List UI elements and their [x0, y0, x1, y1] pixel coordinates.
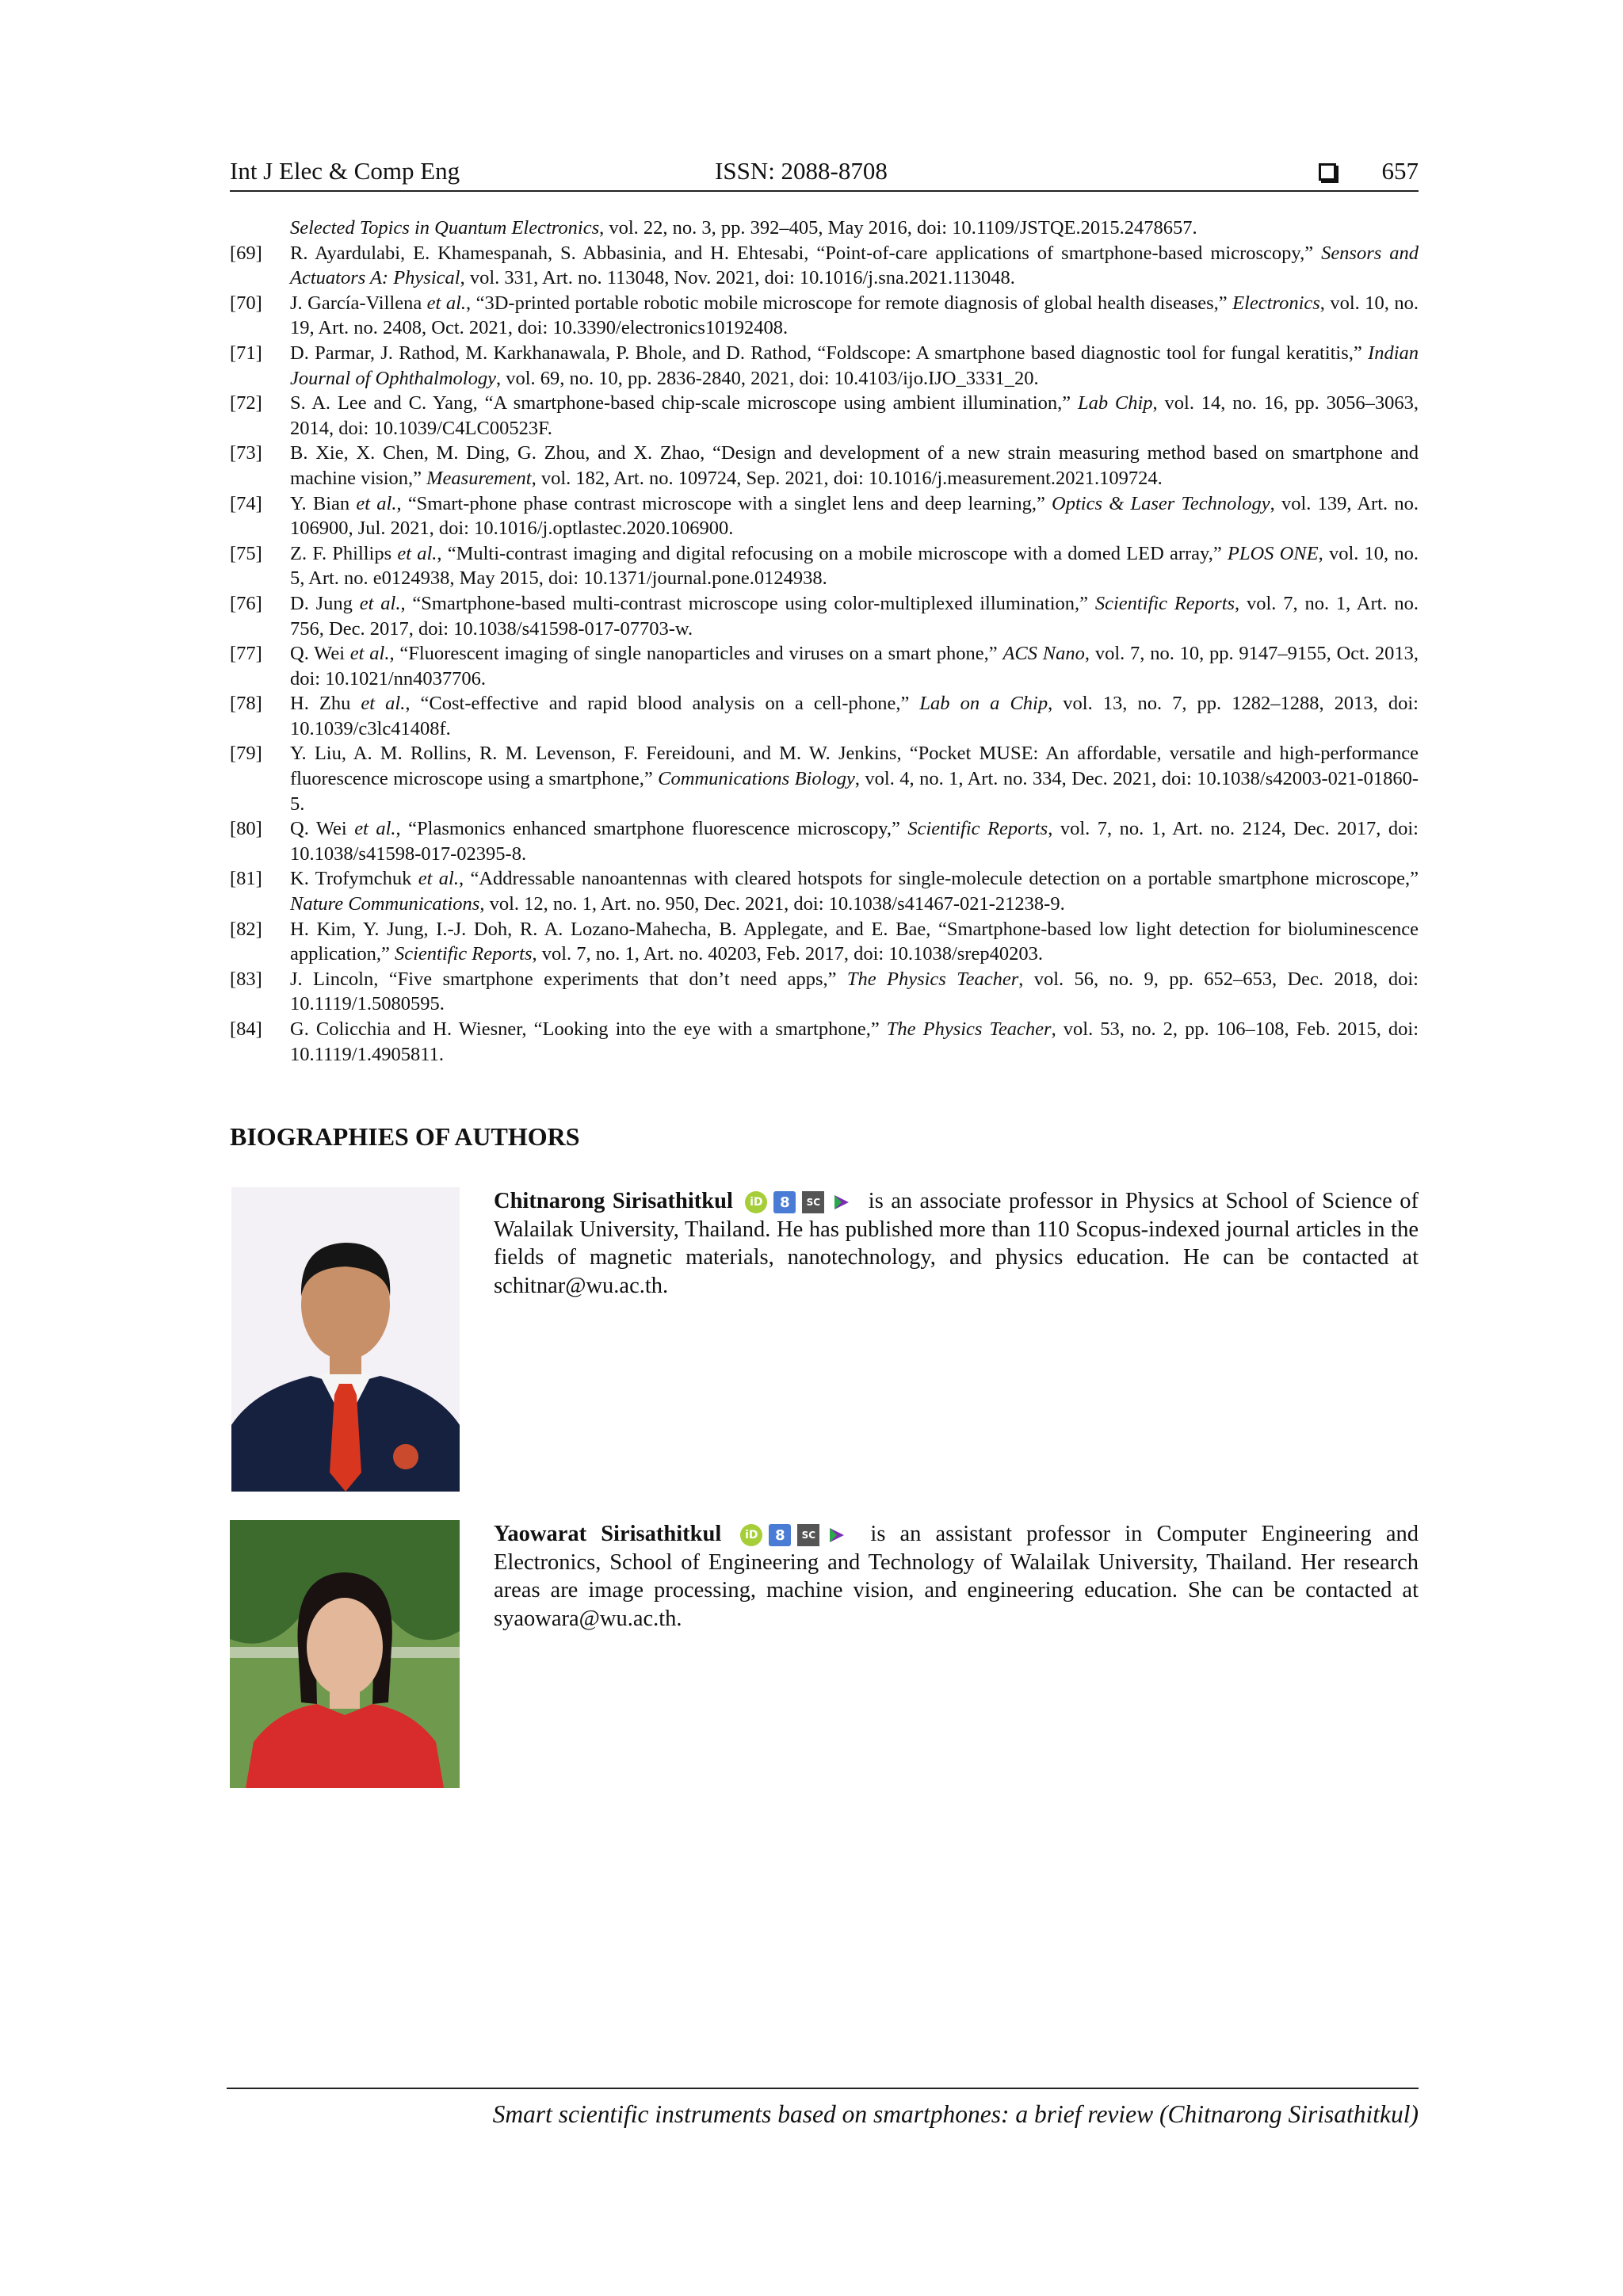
reference-venue: ACS Nano	[1002, 643, 1085, 665]
footer-title: Smart scientific instruments based on smartphones: a brief review (Chitnarong Sirisathitkul)	[492, 2100, 1419, 2128]
reference-item	[230, 291, 1419, 341]
journal-name: Int J Elec & Comp Eng	[230, 157, 460, 185]
reference-item	[230, 391, 1419, 441]
issn: ISSN: 2088-8708	[715, 157, 888, 185]
reference-text: , vol. 56, no. 9, pp. 652–653, Dec. 2018, doi: 10.1119/1.5080595.	[290, 968, 1419, 1015]
reference-number: [79]	[230, 743, 262, 765]
reference-item	[230, 441, 1419, 491]
reference-item	[230, 866, 1419, 916]
reference-text: , vol. 7, no. 10, pp. 9147–9155, Oct. 2013, doi: 10.1021/nn4037706.	[290, 643, 1419, 690]
reference-text: , vol. 10, no. 5, Art. no. e0124938, May 2015, doi: 10.1371/journal.pone.0124938.	[290, 542, 1419, 590]
reference-item	[230, 641, 1419, 691]
reference-text: D. Jung	[290, 592, 360, 614]
reference-number: [71]	[230, 342, 262, 364]
author-bio-2	[230, 1520, 1419, 1790]
reference-venue: Communications Biology	[658, 768, 855, 790]
reference-text: K. Trofymchuk	[290, 868, 418, 890]
reference-text: Q. Wei	[290, 643, 350, 665]
reference-item	[230, 541, 1419, 591]
reference-item	[230, 591, 1419, 641]
reference-text: , vol. 139, Art. no. 106900, Jul. 2021, doi: 10.1016/j.optlastec.2020.106900.	[290, 492, 1419, 540]
reference-text: B. Xie, X. Chen, M. Ding, G. Zhou, and X. Zhao, “Design and development of a new strain measuring method based on smartphone and machine vision,”	[290, 442, 1419, 489]
reference-venue: Lab on a Chip	[919, 693, 1048, 715]
reference-text: , “Addressable nanoantennas with cleared hotspots for single-molecule detection on a portable smartphone microscope,”	[458, 868, 1419, 890]
reference-venue: Electronics	[1232, 292, 1320, 314]
author-description-2: is an assistant professor in Computer Engineering and Electronics, School of Engineering and Technology of Walailak University, Thailand. Her research areas are image processing, machine vision, and engineering education. She can be contacted at syaowara@wu.ac.th.	[494, 1522, 1419, 1631]
reference-text: , vol. 22, no. 3, pp. 392–405, May 2016, doi: 10.1109/JSTQE.2015.2478657.	[599, 217, 1197, 239]
reference-text: , “Smart-phone phase contrast microscope with a singlet lens and deep learning,”	[396, 492, 1052, 514]
reference-text: , vol. 69, no. 10, pp. 2836-2840, 2021, doi: 10.4103/ijo.IJO_3331_20.	[495, 367, 1039, 389]
reference-number: [78]	[230, 693, 262, 715]
web-of-science-icon[interactable]	[831, 1191, 853, 1213]
reference-text: Y. Bian	[290, 492, 357, 514]
reference-text: S. A. Lee and C. Yang, “A smartphone-based chip-scale microscope using ambient illumination,”	[290, 392, 1078, 415]
reference-number: [77]	[230, 643, 262, 665]
reference-item	[230, 341, 1419, 391]
box-glyph-icon	[1319, 163, 1336, 181]
reference-text: , vol. 53, no. 2, pp. 106–108, Feb. 2015, doi: 10.1119/1.4905811.	[290, 1018, 1419, 1065]
reference-text: , vol. 182, Art. no. 109724, Sep. 2021, doi: 10.1016/j.measurement.2021.109724.	[531, 467, 1163, 489]
reference-venue: et al.	[359, 592, 401, 614]
reference-venue: Lab Chip	[1077, 392, 1153, 415]
reference-text: , vol. 7, no. 1, Art. no. 40203, Feb. 2017, doi: 10.1038/srep40203.	[532, 943, 1043, 965]
reference-number: [73]	[230, 442, 262, 464]
reference-text: , vol. 7, no. 1, Art. no. 2124, Dec. 2017, doi: 10.1038/s41598-017-02395-8.	[290, 818, 1419, 865]
reference-item	[230, 241, 1419, 291]
reference-venue: Scientific Reports	[1094, 592, 1235, 614]
reference-text: , vol. 4, no. 1, Art. no. 334, Dec. 2021, doi: 10.1038/s42003-021-01860-5.	[290, 768, 1419, 815]
reference-item	[230, 1017, 1419, 1067]
reference-venue: Nature Communications	[290, 893, 480, 915]
reference-list	[230, 216, 1419, 1067]
reference-text: Z. F. Phillips	[290, 542, 398, 564]
reference-venue: et al.	[426, 292, 466, 314]
orcid-icon[interactable]: iD	[745, 1191, 767, 1213]
reference-text: , “Cost-effective and rapid blood analysis on a cell-phone,”	[405, 693, 920, 715]
reference-text: , vol. 331, Art. no. 113048, Nov. 2021, doi: 10.1016/j.sna.2021.113048.	[460, 267, 1015, 289]
reference-number: [75]	[230, 542, 262, 564]
author-bio-text-1	[494, 1187, 1419, 1300]
reference-text: D. Parmar, J. Rathod, M. Karkhanawala, P. Bhole, and D. Rathod, “Foldscope: A smartphone based diagnostic tool for fungal keratitis,”	[290, 342, 1369, 364]
reference-text: , vol. 10, no. 19, Art. no. 2408, Oct. 2021, doi: 10.3390/electronics10192408.	[290, 292, 1419, 339]
reference-venue: et al.	[356, 492, 397, 514]
reference-number: [76]	[230, 592, 262, 614]
reference-text: , “Fluorescent imaging of single nanoparticles and viruses on a smart phone,”	[389, 643, 1003, 665]
reference-text: , vol. 13, no. 7, pp. 1282–1288, 2013, doi: 10.1039/c3lc41408f.	[290, 693, 1419, 739]
reference-text: , vol. 14, no. 16, pp. 3056–3063, 2014, doi: 10.1039/C4LC00523F.	[290, 392, 1419, 439]
reference-text: , vol. 12, no. 1, Art. no. 950, Dec. 2021, doi: 10.1038/s41467-021-21238-9.	[479, 893, 1065, 915]
reference-venue: Scientific Reports	[394, 943, 533, 965]
reference-number: [84]	[230, 1018, 262, 1040]
reference-text: , “Smartphone-based multi-contrast microscope using color-multiplexed illumination,”	[400, 592, 1095, 614]
reference-text: G. Colicchia and H. Wiesner, “Looking into the eye with a smartphone,”	[290, 1018, 887, 1040]
reference-text: , “Plasmonics enhanced smartphone fluorescence microscopy,”	[395, 818, 908, 840]
reference-venue: Measurement	[426, 467, 532, 489]
reference-item	[230, 491, 1419, 541]
author-name-2: Yaowarat Sirisathitkul	[494, 1522, 722, 1546]
reference-number: [80]	[230, 818, 262, 840]
reference-text: J. Lincoln, “Five smartphone experiments that don’t need apps,”	[290, 968, 847, 990]
author-photo-2	[230, 1520, 460, 1788]
author-bio-1	[230, 1187, 1419, 1496]
reference-item	[230, 816, 1419, 866]
reference-text: H. Zhu	[290, 693, 361, 715]
reference-number: [74]	[230, 492, 262, 514]
google-scholar-icon[interactable]: 8	[769, 1524, 791, 1546]
google-scholar-icon[interactable]: 8	[773, 1191, 796, 1213]
reference-venue: Scientific Reports	[907, 818, 1048, 840]
reference-text: , “Multi-contrast imaging and digital refocusing on a mobile microscope with a domed LED array,”	[437, 542, 1228, 564]
author-bio-text-2	[494, 1520, 1419, 1633]
reference-venue: Sensors and Actuators A: Physical	[290, 242, 1419, 289]
web-of-science-icon[interactable]	[826, 1524, 848, 1546]
reference-venue: et al.	[354, 818, 396, 840]
reference-item	[230, 917, 1419, 967]
author-name-1: Chitnarong Sirisathitkul	[494, 1189, 733, 1213]
biographies-heading: BIOGRAPHIES OF AUTHORS	[230, 1122, 580, 1151]
reference-venue: et al.	[349, 643, 390, 665]
reference-text: Y. Liu, A. M. Rollins, R. M. Levenson, F. Fereidouni, and M. W. Jenkins, “Pocket MUSE: An affordable, versatile and high-performance fluorescence microscope using a smartphone,”	[290, 743, 1419, 790]
reference-number: [70]	[230, 292, 262, 314]
reference-number: [81]	[230, 868, 262, 890]
running-header	[230, 152, 1419, 192]
reference-text: , vol. 7, no. 1, Art. no. 756, Dec. 2017, doi: 10.1038/s41598-017-07703-w.	[290, 592, 1419, 640]
reference-item	[230, 967, 1419, 1017]
reference-text: Q. Wei	[290, 818, 355, 840]
reference-number: [69]	[230, 242, 262, 264]
author-description-1: is an associate professor in Physics at School of Science of Walailak University, Thailand. He has published more than 110 Scopus-indexed journal articles in the fields of magnetic materials, nanotechnology, and physics education. He can be contacted at schitnar@wu.ac.th.	[494, 1189, 1419, 1298]
reference-number: [72]	[230, 392, 262, 415]
reference-venue: The Physics Teacher	[886, 1018, 1052, 1040]
reference-item	[230, 691, 1419, 741]
reference-item	[230, 741, 1419, 816]
reference-venue: et al.	[418, 868, 459, 890]
reference-number: [82]	[230, 918, 262, 940]
scopus-icon[interactable]: SC	[802, 1191, 824, 1213]
reference-item	[230, 216, 1419, 241]
reference-venue: Optics & Laser Technology	[1052, 492, 1270, 514]
running-footer	[227, 2088, 1419, 2128]
scopus-icon[interactable]: SC	[797, 1524, 819, 1546]
reference-venue: The Physics Teacher	[846, 968, 1019, 990]
orcid-icon[interactable]: iD	[740, 1524, 762, 1546]
reference-venue: et al.	[361, 693, 406, 715]
author-photo-1	[231, 1187, 460, 1492]
reference-text: J. García-Villena	[290, 292, 427, 314]
reference-venue: Selected Topics in Quantum Electronics	[290, 217, 600, 239]
reference-venue: PLOS ONE	[1227, 542, 1319, 564]
reference-number: [83]	[230, 968, 262, 990]
reference-venue: et al.	[397, 542, 437, 564]
reference-text: , “3D-printed portable robotic mobile microscope for remote diagnosis of global health diseases,”	[466, 292, 1233, 314]
reference-venue: Indian Journal of Ophthalmology	[290, 342, 1419, 389]
page-number: 657	[1381, 157, 1419, 185]
reference-text: H. Kim, Y. Jung, I.-J. Doh, R. A. Lozano-Mahecha, B. Applegate, and E. Bae, “Smartphone-based low light detection for bioluminescence application,”	[290, 918, 1419, 965]
reference-text: R. Ayardulabi, E. Khamespanah, S. Abbasinia, and H. Ehtesabi, “Point-of-care applications of smartphone-based microscopy,”	[290, 242, 1322, 264]
